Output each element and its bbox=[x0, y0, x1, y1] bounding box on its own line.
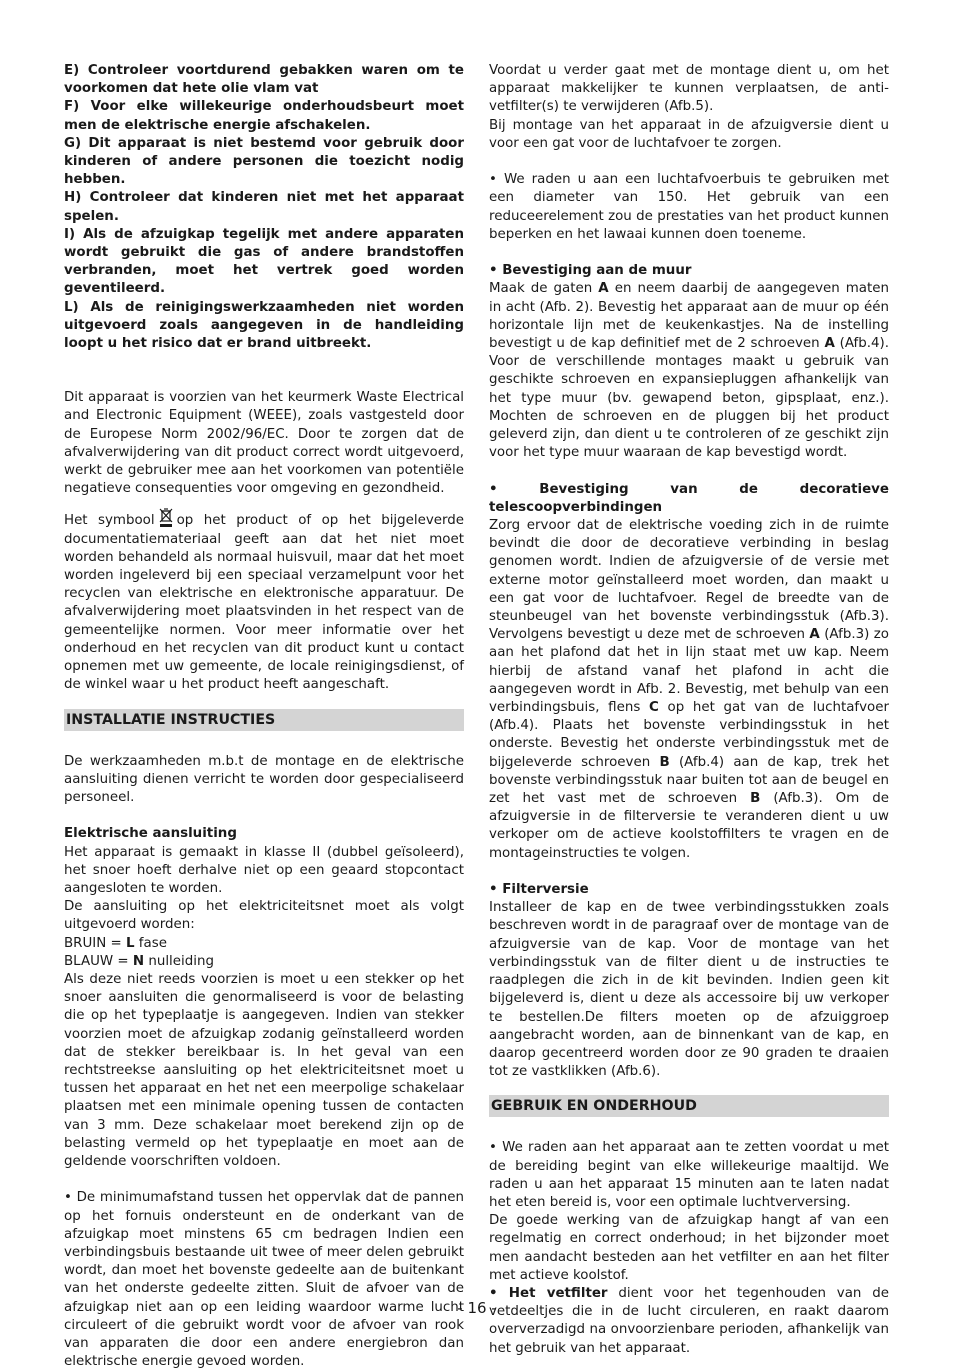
electrical-heading: Elektrische aansluiting bbox=[64, 826, 237, 842]
warning-l: L) Als de reinigingswerkzaamheden niet worden uitgevoerd zoals aangegeven in de handleiding loopt u het risico dat er brand uitbreekt. bbox=[64, 299, 464, 352]
wall-heading: • Bevestiging aan de muur bbox=[489, 263, 692, 279]
use-p1: • We raden aan het apparaat aan te zetten voordat u met de bereiding begint van elke willekeurige maaltijd. We raden u aan het apparaat 15 minuten aan te laten nadat het eten bereid is, voor een optimale luchtverversing. bbox=[489, 1140, 889, 1210]
filter-heading: • Filterversie bbox=[489, 882, 589, 898]
electrical-p1: Het apparaat is gemaakt in klasse II (dubbel geïsoleerd), het snoer hoeft derhalve niet op een geaard stopcontact aangesloten te worden. bbox=[64, 844, 464, 896]
filter-paragraph: Installeer de kap en de twee verbindingsstukken zoals beschreven wordt in de paragraaf over de montage van de afzuigversie van de kap. Voor de montage van het verbindingsstuk van de filter dient u de instructies te raadplegen die zich in de kit bevinden. Indien geen kit bijgeleverd is, dient u deze als accessoire bij uw verkoper te bestellen.De filters moeten op de afzuiggroep aangebracht worden, aan de binnenkant van de kap, en daarop gecentreerd worden door ze 90 graden te draaien tot ze vastklikken (Afb.6). bbox=[489, 900, 889, 1080]
symbol-after: op het product of op het bijgeleverde documentatiemateriaal geeft aan dat het niet moet worden behandeld als normaal huisvuil, maar dat het moet worden ingeleverd bij een speciaal verzamelpunt voor het recyclen van elektrische en elektronische apparatuur. De afvalverwijdering moet plaatsvinden in het respect van de gemeentelijke normen. Voor meer informatie over het onderhoud en het recyclen van dit product kunt u contact opnemen met uw gemeente, de locale reinigingsdienst, of de winkel waar u het product heeft aangeschaft. bbox=[64, 513, 464, 693]
distance-paragraph: • De minimumafstand tussen het oppervlak dat de pannen op het fornuis ondersteunt en de onderkant van de afzuigkap moet minstens 65 cm bedragen Indien een verbindingsbuis bestaande uit twee of meer delen gebruikt wordt, dan moet het bovenste gedeelte aan de buitenkant van het onderste gedeelte zitten. Sluit de afvoer van de afzuigkap niet aan op een leiding waardoor warme lucht circuleert of die gebruikt wordt voor de afvoer van rook van apparaten die door een andere energiebron dan elektrische energie gevoed worden. bbox=[64, 1190, 464, 1370]
section-gebruik: GEBRUIK EN ONDERHOUD bbox=[489, 1095, 889, 1117]
left-column bbox=[64, 62, 464, 1371]
warning-f: F) Voor elke willekeurige onderhoudsbeurt moet men de elektrische energie afschakelen. bbox=[64, 99, 464, 133]
symbol-paragraph bbox=[64, 508, 464, 694]
warning-e: E) Controleer voortdurend gebakken waren om te voorkomen dat hete olie vlam vat bbox=[64, 63, 464, 97]
right-column bbox=[489, 62, 889, 1358]
duct-paragraph: • We raden u aan een luchtafvoerbuis te gebruiken met een diameter van 150. Het gebruik van een reduceerelement zou de prestaties van het product kunnen beperken en het lawaai kunnen doen toeneme. bbox=[489, 172, 889, 242]
warning-i: I) Als de afzuigkap tegelijk met andere apparaten wordt gebruikt die gas of andere brandstoffen verbranden, moet het vertrek goed worden geventileerd. bbox=[64, 226, 464, 297]
use-p2: De goede werking van de afzuigkap hangt af van een regelmatig en correct onderhoud; in het bijzonder moet men aandacht besteden aan het vetfilter en aan het filter met actieve koolstof. bbox=[489, 1213, 889, 1283]
warning-h: H) Controleer dat kinderen niet met het apparaat spelen. bbox=[64, 190, 464, 224]
section-installatie: INSTALLATIE INSTRUCTIES bbox=[64, 709, 464, 731]
blue-wire: BLAUW = N nulleiding bbox=[64, 953, 214, 969]
vetfilter-paragraph: • Het vetfilter dient voor het tegenhouden van de vetdeeltjes die in de lucht circuleren, en raakt daarom oververzadigd na onvoorzienbare perioden, afhankelijk van het gebruik van het apparaat. bbox=[489, 1285, 889, 1356]
intro-p1: Voordat u verder gaat met de montage dient u, om het apparaat makkelijker te kunnen verplaatsen, de anti-vetfilter(s) te verwijderen (Afb.5). bbox=[489, 63, 889, 115]
electrical-p3: Als deze niet reeds voorzien is moet u een stekker op het snoer aansluiten die genormaliseerd is voor de belasting die op het typeplaatje is aangegeven. Indien van stekker voorzien moet de afzuigkap zodanig geïnstalleerd worden dat de stekker bereikbaar is. In het geval van een rechtstreekse aansluiting op het elektriciteitsnet moet u tussen het apparaat en het net een meerpolige schakelaar plaatsen met een minimale opening tussen de contacten van 3 mm. Deze schakelaar moet berekend zijn op de belasting vermeld op het typeplaatje en moet aan de geldende voorschriften voldoen. bbox=[64, 971, 464, 1169]
crossed-bin-icon bbox=[159, 508, 173, 528]
page-number: - 16 - bbox=[457, 1299, 497, 1317]
telescope-paragraph: Zorg ervoor dat de elektrische voeding zich in de ruimte bevindt die door de decoratieve verbinding in beslag genomen wordt. Indien de afzuigversie of de versie met externe motor geïnstalleerd moet worden, dan maakt u een gat voor de luchtafvoer. Regel de breedte van de steunbeugel van het bovenste verbindingsstuk (Afb.3). Vervolgens bevestigt u deze met de schroeven A (Afb.3) zo aan het plafond dat het in lijn staat met uw kap. Neem hierbij de afstand vanaf het plafond in acht die aangegeven wordt in Afb. 2. Bevestig, met behulp van een verbindingsbuis, flens C op het gat van de luchtafvoer (Afb.4). Plaats het bovenste verbindingsstuk in het onderste. Bevestig het onderste verbindingsstuk met de bijgeleverde schroeven B (Afb.4) aan de kap, trek het bovenste verbindingsstuk naar buiten tot aan de beugel en zet het vast met de schroeven B (Afb.3). Om de afzuigversie in de filterversie te veranderen dient u uw verkoper om de actieve koolstoffilters te vragen en de montageinstructies te volgen. bbox=[489, 518, 889, 861]
wall-paragraph: Maak de gaten A en neem daarbij de aangegeven maten in acht (Afb. 2). Bevestig het apparaat aan de muur op één horizontale lijn met de keukenkastjes. Na de instelling bevestigt u de kap definitief met de 2 schroeven A (Afb.4). Voor de verschillende montages maakt u gebruik van geschikte schroeven en expansiepluggen afhankelijk van het type muur (bv. gewapend beton, gipsplaat, enz.). Mochten de schroeven en de pluggen bij het product geleverd zijn, dan dient u te controleren of ze geschikt zijn voor het type muur waaraan de kap bevestigd wordt. bbox=[489, 281, 889, 461]
brown-wire: BRUIN = L fase bbox=[64, 935, 167, 951]
warning-g: G) Dit apparaat is niet bestemd voor gebruik door kinderen of andere personen die toezicht nodig hebben. bbox=[64, 135, 464, 188]
intro-p2: Bij montage van het apparaat in de afzuigversie dient u voor een gat voor de luchtafvoer te zorgen. bbox=[489, 117, 889, 151]
weee-paragraph: Dit apparaat is voorzien van het keurmerk Waste Electrical and Electronic Equipment (WEEE), zoals vastgesteld door de Europese Norm 2002/96/EC. Door te zorgen dat de afvalverwijdering van dit product correct wordt uitgevoerd, werkt de gebruiker mee aan het voorkomen van potentiële negatieve consequenties voor omgeving en gezondheid. bbox=[64, 390, 464, 497]
telescope-heading: • Bevestiging van de decoratieve telescoopverbindingen bbox=[489, 481, 889, 515]
electrical-p2: De aansluiting op het elektriciteitsnet moet als volgt uitgevoerd worden: bbox=[64, 899, 464, 933]
install-intro: De werkzaamheden m.b.t de montage en de elektrische aansluiting dienen verricht te worden door gespecialiseerd personeel. bbox=[64, 753, 464, 805]
symbol-before: Het symbool bbox=[64, 513, 155, 529]
